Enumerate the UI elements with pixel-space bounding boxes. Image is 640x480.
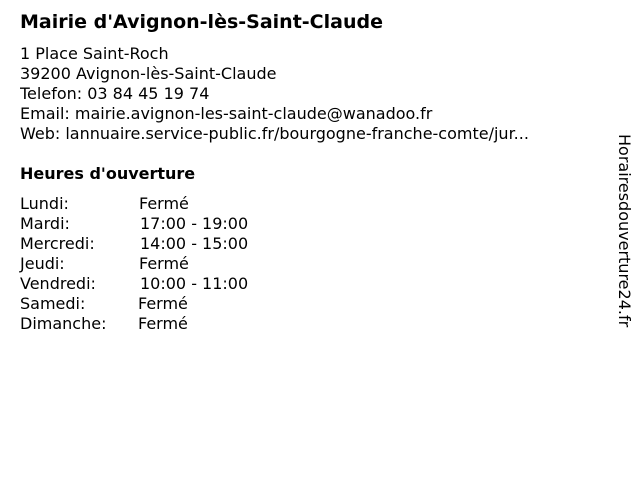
hours-value: Fermé <box>138 314 188 333</box>
site-watermark: Horairesdouverture24.fr <box>615 134 634 328</box>
day-label: Mardi: <box>20 214 70 233</box>
hours-value: 14:00 - 15:00 <box>140 234 249 253</box>
day-label: Samedi: <box>20 294 86 313</box>
website-link: Web: lannuaire.service-public.fr/bourgogne-franche-comte/jur... <box>20 124 529 143</box>
opening-hours-heading: Heures d'ouverture <box>20 164 196 183</box>
hours-value: Fermé <box>138 294 188 313</box>
day-label: Dimanche: <box>20 314 107 333</box>
day-label: Mercredi: <box>20 234 95 253</box>
phone-number: Telefon: 03 84 45 19 74 <box>20 84 210 103</box>
day-label: Vendredi: <box>20 274 96 293</box>
hours-value: Fermé <box>139 194 189 213</box>
hours-value: 10:00 - 11:00 <box>140 274 249 293</box>
day-label: Jeudi: <box>20 254 65 273</box>
postal-city: 39200 Avignon-lès-Saint-Claude <box>20 64 277 83</box>
day-label: Lundi: <box>20 194 69 213</box>
hours-value: 17:00 - 19:00 <box>140 214 249 233</box>
page-title: Mairie d'Avignon-lès-Saint-Claude <box>20 11 383 33</box>
street-address: 1 Place Saint-Roch <box>20 44 169 63</box>
email-address: Email: mairie.avignon-les-saint-claude@wanadoo.fr <box>20 104 433 123</box>
address-block <box>20 44 590 144</box>
hours-value: Fermé <box>139 254 189 273</box>
